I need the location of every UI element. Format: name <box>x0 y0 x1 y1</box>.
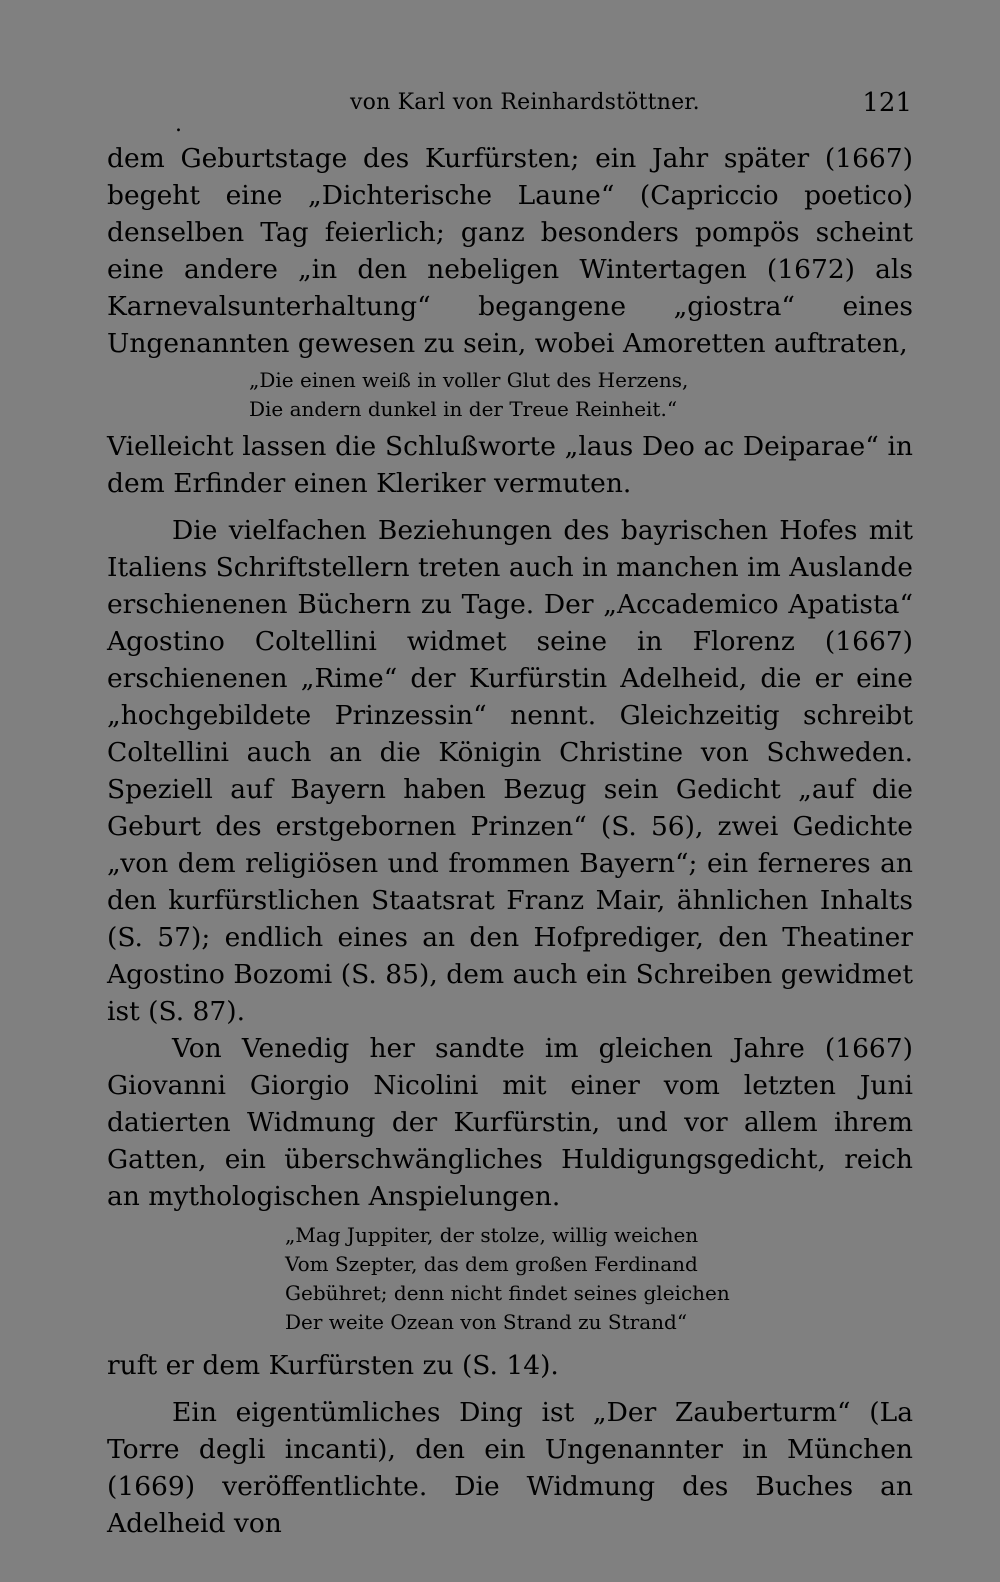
verse-line: Die andern dunkel in der Treue Reinheit.“ <box>249 397 678 421</box>
page-number: 121 <box>862 88 912 118</box>
verse-line: „Die einen weiß in voller Glut des Herzens, <box>249 368 689 392</box>
verse-line: Vom Szepter, das dem großen Ferdinand <box>285 1252 698 1276</box>
paragraph-3: Die vielfachen Beziehungen des bayrischen Hofes mit Italiens Schriftstellern treten auch in manchen im Auslande erschienenen Büchern zu Tage. Der „Accademico Apatista“ Agostino Coltellini widmet seine in Florenz (1667) erschienenen „Rime“ der Kurfürstin Adelheid, die er eine „hochgebildete Prinzessin“ nennt. Gleichzeitig schreibt Coltellini auch an die Königin Christine von Schweden. Speziell auf Bayern haben Bezug sein Gedicht „auf die Geburt des erstgebornen Prinzen“ (S. 56), zwei Gedichte „von dem religiösen und frommen Bayern“; ein ferneres an den kurfürstlichen Staatsrat Franz Mair, ähnlichen Inhalts (S. 57); endlich eines an den Hofprediger, den Theatiner Agostino Bozomi (S. 85), dem auch ein Schreiben gewidmet ist (S. 87). <box>107 515 913 1027</box>
verse-line: Der weite Ozean von Strand zu Strand“ <box>285 1310 688 1334</box>
paragraph-1: dem Geburtstage des Kurfürsten; ein Jahr später (1667) begeht eine „Dichterische Laune“ (Capriccio poetico) denselben Tag feierlich; ganz besonders pompös scheint eine andere „in den nebeligen Wintertagen (1672) als Karnevalsunterhaltung“ begangene „giostra“ eines Ungenannten gewesen zu sein, wobei Amoretten auftraten, <box>107 143 913 359</box>
verse-quote-2 <box>107 1221 913 1337</box>
paragraph-2: Vielleicht lassen die Schlußworte „laus Deo ac Deiparae“ in dem Erfinder einen Kleriker vermuten. <box>107 431 913 499</box>
paragraph-5: ruft er dem Kurfürsten zu (S. 14). <box>107 1350 559 1381</box>
running-head: von Karl von Reinhardstöttner. <box>350 90 700 115</box>
body-text <box>107 140 913 1542</box>
stray-mark: . <box>175 112 182 137</box>
paragraph-4: Von Venedig her sandte im gleichen Jahre (1667) Giovanni Giorgio Nicolini mit einer vom letzten Juni datierten Widmung der Kurfürstin, und vor allem ihrem Gatten, ein überschwängliches Huldigungsgedicht, reich an mythologischen Anspielungen. <box>107 1033 913 1212</box>
verse-line: „Mag Juppiter, der stolze, willig weichen <box>285 1223 699 1247</box>
paragraph-6: Ein eigentümliches Ding ist „Der Zauberturm“ (La Torre degli incanti), den ein Ungenannter in München (1669) veröffentlichte. Die Widmung des Buches an Adelheid von <box>107 1397 913 1539</box>
verse-quote-1 <box>107 366 913 424</box>
verse-line: Gebühret; denn nicht findet seines gleichen <box>285 1281 730 1305</box>
